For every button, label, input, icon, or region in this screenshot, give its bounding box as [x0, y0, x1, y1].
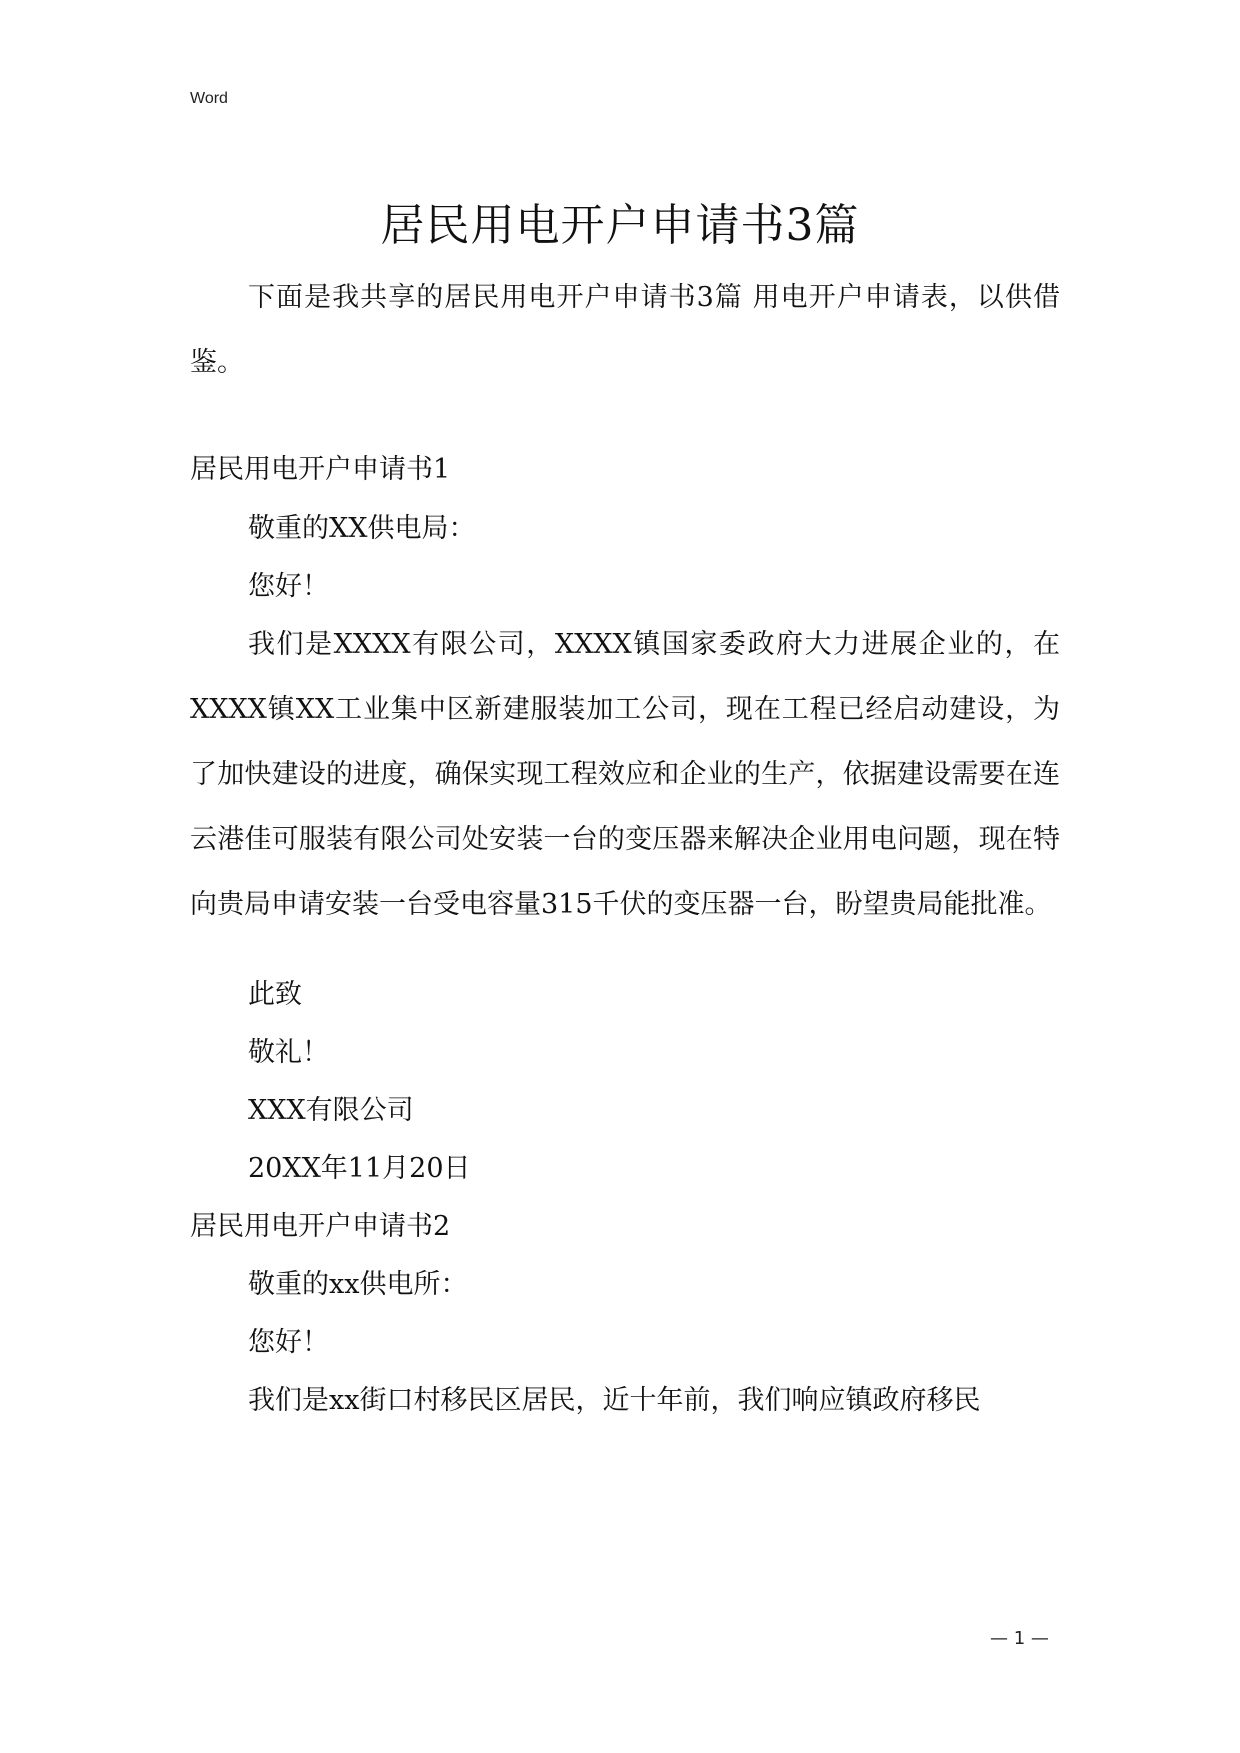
letter1-closing-2: 敬礼！ [248, 1037, 329, 1068]
letter1-body: 我们是XXXX有限公司，XXXX镇国家委政府大力进展企业的，在XXXX镇XX工业集中区新建服装加工公司，现在工程已经启动建设，为了加快建设的进度，确保实现工程效应和企业的生产，依据建设需要在连云港佳可服装有限公司处安装一台的变压器来解决企业用电问题，现在特向贵局申请安装一台受电容量315千伏的变压器一台，盼望贵局能批准。 [190, 629, 1060, 920]
letter2-salutation: 敬重的xx供电所： [248, 1269, 468, 1300]
letter1-salutation: 敬重的XX供电局： [248, 513, 476, 544]
letter1-greeting: 您好！ [248, 571, 329, 602]
letter2-greeting: 您好！ [248, 1327, 329, 1358]
page-number: — 1 — [990, 1628, 1049, 1649]
letter2-body-start: 我们是xx街口村移民区居民，近十年前，我们响应镇政府移民 [248, 1385, 981, 1416]
letter1-date: 20XX年11月20日 [248, 1153, 471, 1184]
letter1-closing-1: 此致 [248, 979, 302, 1010]
header-label: Word [190, 90, 228, 107]
letter1-heading: 居民用电开户申请书1 [190, 454, 451, 485]
intro-paragraph: 下面是我共享的居民用电开户申请书3篇 用电开户申请表，以供借鉴。 [190, 282, 1060, 378]
page-title: 居民用电开户申请书3篇 [380, 200, 860, 251]
letter2-heading: 居民用电开户申请书2 [190, 1211, 451, 1242]
letter1-signature: XXX有限公司 [248, 1095, 414, 1126]
